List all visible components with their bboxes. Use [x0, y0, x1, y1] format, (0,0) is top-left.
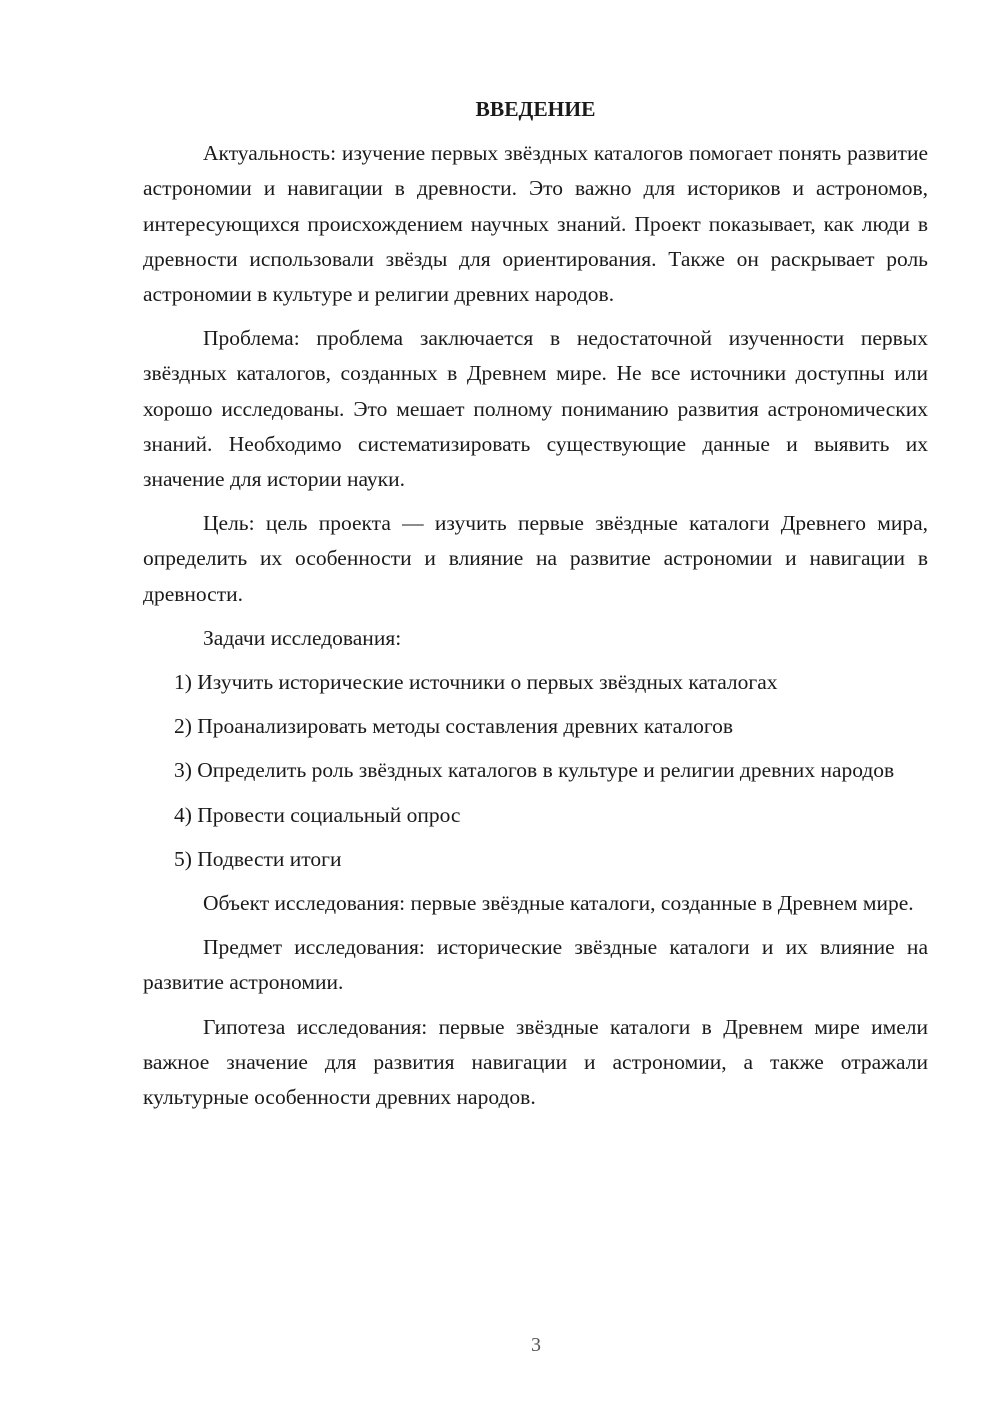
- task-item-2: 2) Проанализировать методы составления древних каталогов: [174, 714, 734, 739]
- tasks-heading: Задачи исследования:: [203, 625, 402, 650]
- paragraph-object: Объект исследования: первые звёздные каталоги, созданные в Древнем мире.: [203, 891, 914, 916]
- paragraph-hypothesis: Гипотеза исследования: первые звёздные каталоги в Древнем мире имели важное значение для развития навигации и астрономии, а также отражали культурные особенности древних народов.: [143, 1014, 928, 1110]
- task-item-1: 1) Изучить исторические источники о первых звёздных каталогах: [174, 670, 778, 695]
- paragraph-problem: Проблема: проблема заключается в недостаточной изученности первых звёздных каталогов, созданных в Древнем мире. Не все источники доступны или хорошо исследованы. Это мешает полному пониманию развития астрономических знаний. Необходимо систематизировать существующие данные и выявить их значение для истории науки.: [143, 326, 928, 492]
- paragraph-goal: Цель: цель проекта — изучить первые звёздные каталоги Древнего мира, определить их особенности и влияние на развитие астрономии и навигации в древности.: [143, 511, 928, 606]
- task-item-5: 5) Подвести итоги: [174, 846, 342, 871]
- task-item-4: 4) Провести социальный опрос: [174, 802, 461, 827]
- section-title: ВВЕДЕНИЕ: [475, 97, 596, 121]
- paragraph-relevance: Актуальность: изучение первых звёздных каталогов помогает понять развитие астрономии и навигации в древности. Это важно для историков и астрономов, интересующихся происхождением научных знаний. Проект показывает, как люди в древности использовали звёзды для ориентирования. Также он раскрывает роль астрономии в культуре и религии древних народов.: [143, 141, 928, 307]
- page-number: 3: [531, 1334, 541, 1356]
- task-item-3: 3) Определить роль звёздных каталогов в культуре и религии древних народов: [174, 758, 895, 783]
- document-page: [143, 92, 928, 1115]
- paragraph-subject: Предмет исследования: исторические звёздные каталоги и их влияние на развитие астрономии.: [143, 935, 928, 995]
